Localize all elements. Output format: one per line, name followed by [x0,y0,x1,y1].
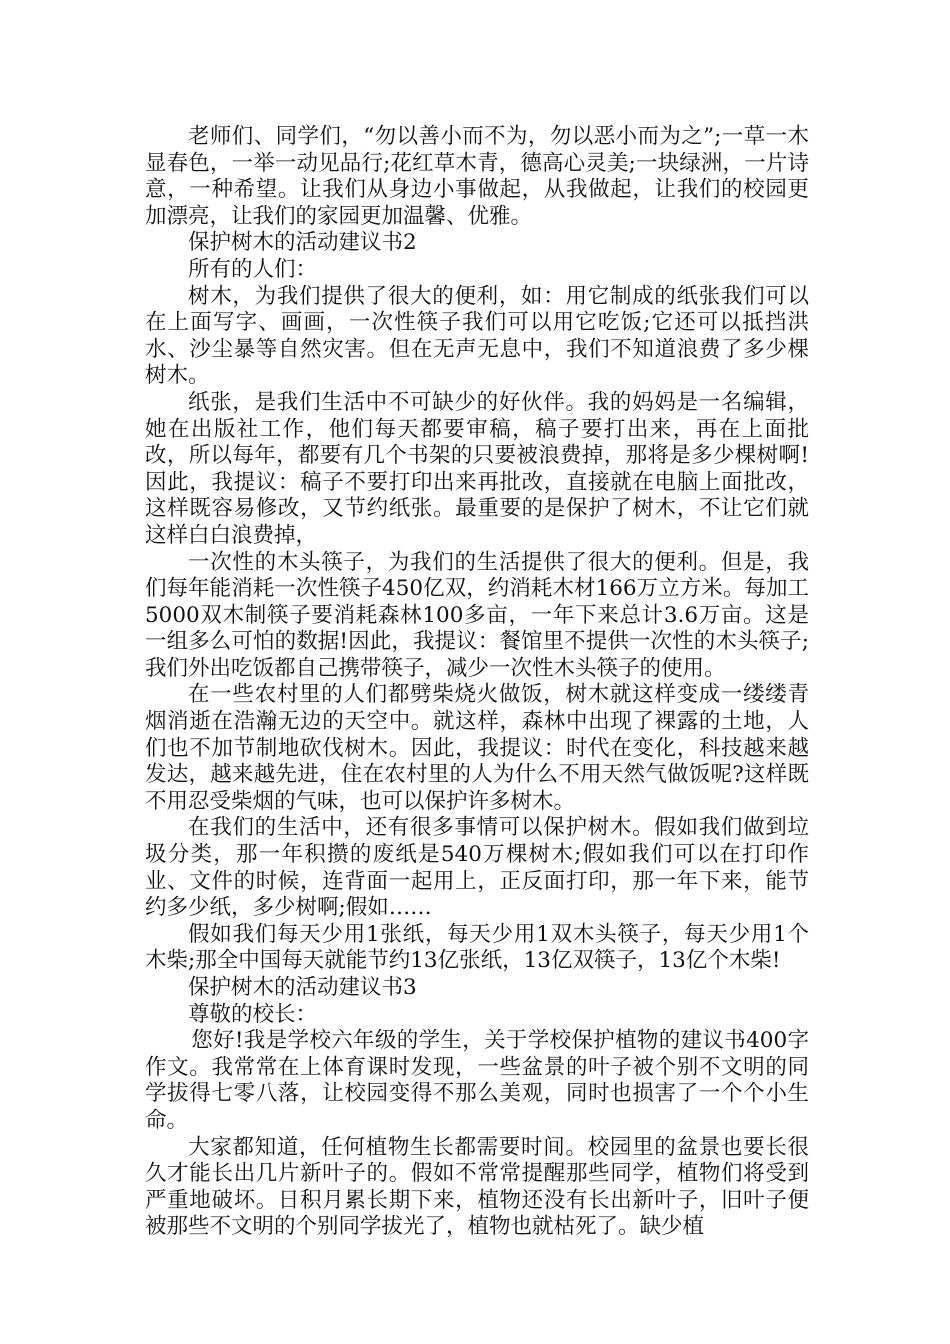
paragraph-plant-growth: 大家都知道，任何植物生长都需要时间。校园里的盆景也要长很久才能长出几片新叶子的。假如不常常提醒那些同学，植物们将受到严重地破坏。日积月累长期下来，植物还没有长出新叶子，旧叶子便被那些不文明的个别同学拔光了，植物也就枯死了。缺少植 [145,1134,809,1240]
paragraph-greeting: 您好!我是学校六年级的学生，关于学校保护植物的建议书400字作文。我常常在上体育课时发现，一些盆景的叶子被个别不文明的同学拔得七零八落，让校园变得不那么美观，同时也损害了一个个小生命。 [145,1028,809,1133]
document-page [145,124,809,1241]
section-heading-3: 保护树木的活动建议书3 [188,975,417,1000]
paragraph-chopsticks: 一次性的木头筷子，为我们的生活提供了很大的便利。但是，我们每年能消耗一次性筷子450亿双，约消耗木材166万立方米。每加工5000双木制筷子要消耗森林100多亩，一年下来总计3.6万亩。这是一组多么可怕的数据!因此，我提议：餐馆里不提供一次性的木头筷子;我们外出吃饭都自己携带筷子，减少一次性木头筷子的使用。 [145,549,809,681]
salutation-principal: 尊敬的校长： [188,1001,318,1027]
paragraph-savings: 假如我们每天少用1张纸，每天少用1双木头筷子，每天少用1个木柴;那全中国每天就能节约13亿张纸，13亿双筷子，13亿个木柴! [145,921,809,974]
paragraph-closing-appeal: 老师们、同学们，“勿以善小而不为，勿以恶小而为之”;一草一木显春色，一举一动见品行;花红草木青，德高心灵美;一块绿洲，一片诗意，一种希望。让我们从身边小事做起，从我做起，让我们的校园更加漂亮，让我们的家园更加温馨、优雅。 [145,124,809,229]
paragraph-firewood: 在一些农村里的人们都劈柴烧火做饭，树木就这样变成一缕缕青烟消逝在浩瀚无边的天空中。就这样，森林中出现了裸露的土地，人们也不加节制地砍伐树木。因此，我提议：时代在变化，科技越来越发达，越来越先进，住在农村里的人为什么不用天然气做饭呢?这样既不用忍受柴烟的气味，也可以保护许多树木。 [145,682,809,814]
paragraph-paper: 纸张，是我们生活中不可缺少的好伙伴。我的妈妈是一名编辑，她在出版社工作，他们每天都要审稿，稿子要打出来，再在上面批改，所以每年，都要有几个书架的只要被浪费掉，那将是多少棵树啊!因此，我提议：稿子不要打印出来再批改，直接就在电脑上面批改，这样既容易修改，又节约纸张。最重要的是保护了树木，不让它们就这样白白浪费掉， [145,389,809,548]
paragraph-daily-life: 在我们的生活中，还有很多事情可以保护树木。假如我们做到垃圾分类，那一年积攒的废纸是540万棵树木;假如我们可以在打印作业、文件的时候，连背面一起用上，正反面打印，那一年下来，能节约多少纸，多少树啊;假如…… [145,815,809,921]
paragraph-trees-convenience: 树木，为我们提供了很大的便利，如：用它制成的纸张我们可以在上面写字、画画，一次性筷子我们可以用它吃饭;它还可以抵挡洪水、沙尘暴等自然灾害。但在无声无息中，我们不知道浪费了多少棵树木。 [145,283,809,389]
section-heading-2: 保护树木的活动建议书2 [188,230,417,256]
salutation-all-people: 所有的人们： [188,256,318,282]
